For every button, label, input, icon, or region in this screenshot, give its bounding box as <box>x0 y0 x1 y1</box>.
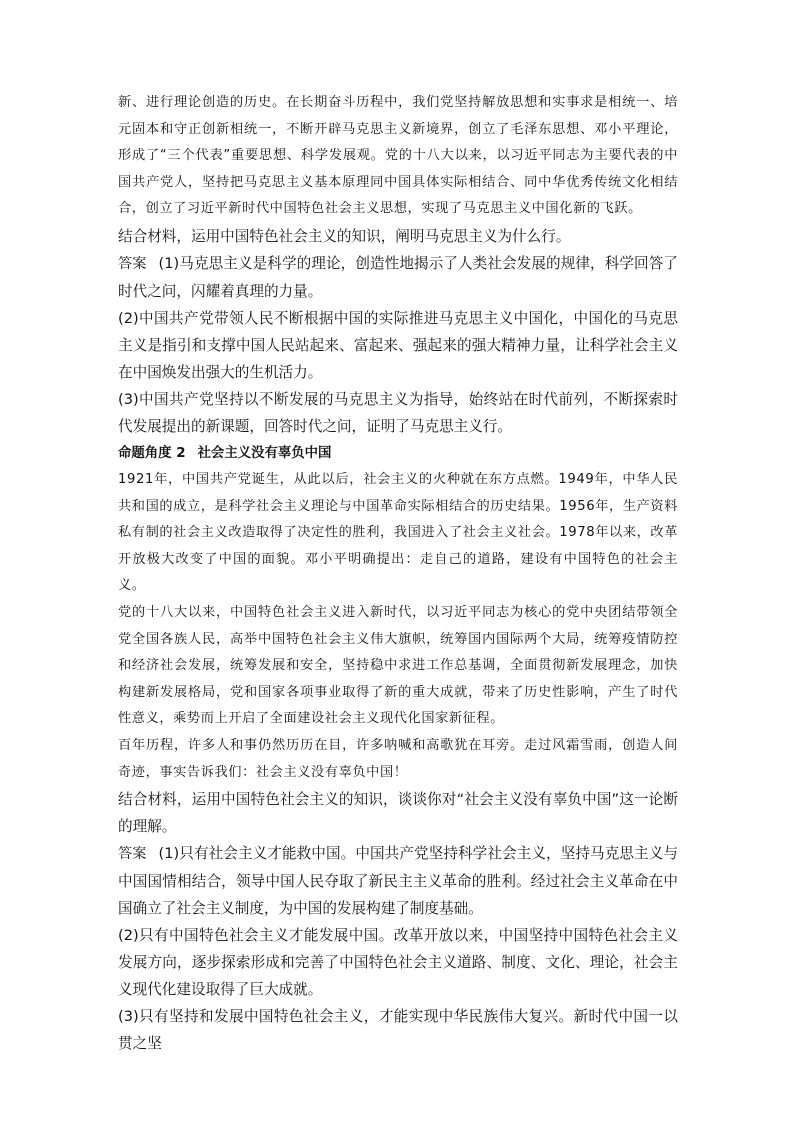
question-prompt: 结合材料，运用中国特色社会主义的知识，阐明马克思主义为什么行。 <box>118 227 571 245</box>
answer-text: (1)马克思主义是科学的理论，创造性地揭示了人类社会发展的规律，科学回答了时代之问，闪耀着真理的力量。 <box>118 254 678 300</box>
answer-point: (2)只有中国特色社会主义才能发展中国。改革开放以来，中国坚持中国特色社会主义发展方向，逐步探索形成和完善了中国特色社会主义道路、制度、文化、理论，社会主义现代化建设取得了巨大成就。 <box>118 927 678 999</box>
document-page <box>118 90 678 1057</box>
material-paragraph: 党的十八大以来，中国特色社会主义进入新时代，以习近平同志为核心的党中央团结带领全党全国各族人民，高举中国特色社会主义伟大旗帜，统筹国内国际两个大局，统筹疫情防控和经济社会发展，统筹发展和安全，坚持稳中求进工作总基调，全面贯彻新发展理念，加快构建新发展格局，党和国家各项事业取得了新的重大成就，带来了历史性影响，产生了时代性意义，乘势而上开启了全面建设社会主义现代化国家新征程。 <box>118 604 678 727</box>
question-2 <box>118 786 678 1057</box>
section-number: 命题角度 2 <box>118 445 186 461</box>
answer-point <box>118 840 678 922</box>
answer-label: 答案 <box>118 255 147 272</box>
answer-point: (2)中国共产党带领人民不断根据中国的实际推进马克思主义中国化，中国化的马克思主义是指引和支撑中国人民站起来、富起来、强起来的强大精神力量，让科学社会主义在中国焕发出强大的生机活力。 <box>118 309 678 381</box>
section-title: 社会主义没有辜负中国 <box>197 445 332 461</box>
question-1 <box>118 223 678 440</box>
question-prompt: 结合材料，运用中国特色社会主义的知识，谈谈你对“社会主义没有辜负中国”这一论断的理解。 <box>118 791 678 836</box>
answer-point: (3)只有坚持和发展中国特色社会主义，才能实现中华民族伟大复兴。新时代中国一以贯之坚 <box>118 1008 678 1053</box>
material-bottom <box>118 467 678 786</box>
answer-point: (3)中国共产党坚持以不断发展的马克思主义为指导，始终站在时代前列，不断探索时代发展提出的新课题，回答时代之问，证明了马克思主义行。 <box>118 390 678 435</box>
answer-text: (1)只有社会主义才能救中国。中国共产党坚持科学社会主义，坚持马克思主义与中国国情相结合，领导中国人民夺取了新民主主义革命的胜利。经过社会主义革命在中国确立了社会主义制度，为中国的发展构建了制度基础。 <box>118 845 678 918</box>
answer-point <box>118 250 678 305</box>
section-heading <box>118 440 678 467</box>
material-paragraph: 新、进行理论创造的历史。在长期奋斗历程中，我们党坚持解放思想和实事求是相统一、培元固本和守正创新相统一，不断开辟马克思主义新境界，创立了毛泽东思想、邓小平理论，形成了“三个代表”重要思想、科学发展观。党的十八大以来，以习近平同志为主要代表的中国共产党人，坚持把马克思主义基本原理同中国具体实际相结合、同中华优秀传统文化相结合，创立了习近平新时代中国特色社会主义思想，实现了马克思主义中国化新的飞跃。 <box>118 95 678 217</box>
material-top <box>118 90 678 223</box>
material-paragraph: 百年历程，许多人和事仍然历历在目，许多呐喊和高歌犹在耳旁。走过风霜雪雨，创造人间奇迹，事实告诉我们：社会主义没有辜负中国！ <box>118 737 678 780</box>
answer-label: 答案 <box>118 846 147 863</box>
material-paragraph: 1921年，中国共产党诞生，从此以后，社会主义的火种就在东方点燃。1949年，中华人民共和国的成立，是科学社会主义理论与中国革命实际相结合的历史结果。1956年，生产资料私有制的社会主义改造取得了决定性的胜利，我国进入了社会主义社会。1978年以来，改革开放极大改变了中国的面貌。邓小平明确提出：走自己的道路，建设有中国特色的社会主义。 <box>118 471 678 594</box>
